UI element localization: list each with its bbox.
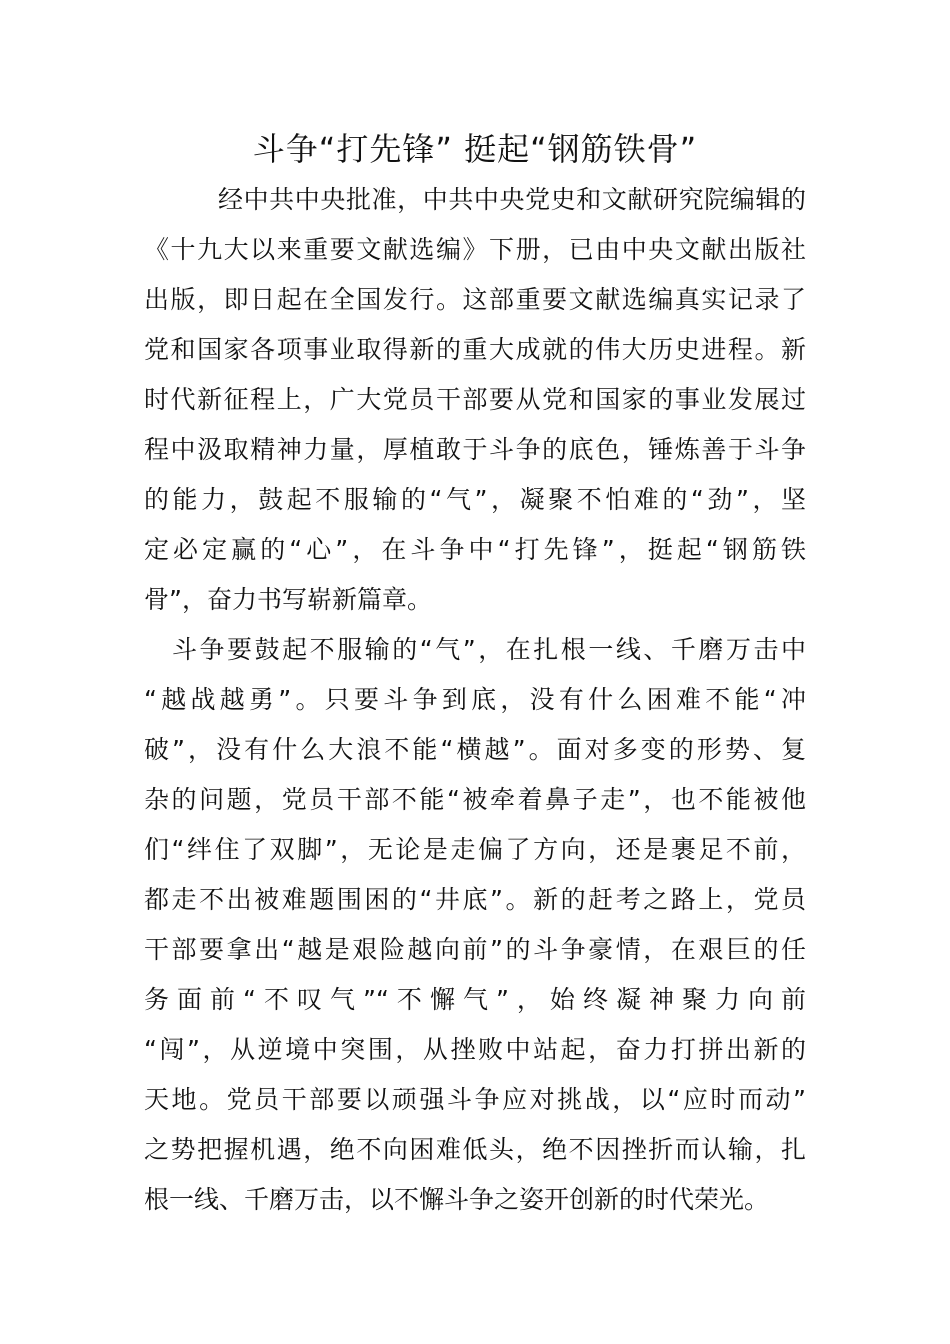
text-line: 时代新征程上，广大党员干部要从党和国家的事业发展过 (144, 385, 806, 414)
text-line: 斗争要鼓起不服输的“气”，在扎根一线、千磨万击中 (172, 635, 806, 664)
text-line: 《十九大以来重要文献选编》下册，已由中央文献出版社 (144, 235, 806, 264)
text-line: 出版，即日起在全国发行。这部重要文献选编真实记录了 (144, 285, 806, 314)
text-line: 之势把握机遇，绝不向困难低头，绝不因挫折而认输，扎 (144, 1135, 806, 1164)
text-line: “闯”，从逆境中突围，从挫败中站起，奋力打拼出新的 (144, 1035, 806, 1064)
text-line: 们“绊住了双脚”，无论是走偏了方向，还是裹足不前， (144, 835, 806, 864)
text-line: 定必定赢的“心”，在斗争中“打先锋”，挺起“钢筋铁 (144, 535, 806, 564)
text-line: “越战越勇”。只要斗争到底，没有什么困难不能“冲 (144, 685, 806, 714)
text-line: 骨”，奋力书写崭新篇章。 (144, 585, 432, 614)
article-title: 斗争“打先锋” 挺起“钢筋铁骨” (252, 130, 698, 168)
text-line: 根一线、千磨万击，以不懈斗争之姿开创新的时代荣光。 (144, 1185, 770, 1214)
text-line: 杂的问题，党员干部不能“被牵着鼻子走”，也不能被他 (144, 785, 806, 814)
text-line: 务面前“不叹气”“不懈气”，始终凝神聚力向前 (144, 985, 806, 1014)
text-line: 都走不出被难题围困的“井底”。新的赶考之路上，党员 (144, 885, 806, 914)
text-line: 党和国家各项事业取得新的重大成就的伟大历史进程。新 (144, 335, 806, 364)
text-line: 程中汲取精神力量，厚植敢于斗争的底色，锤炼善于斗争 (144, 435, 806, 464)
text-line: 的能力，鼓起不服输的“气”，凝聚不怕难的“劲”，坚 (144, 485, 806, 514)
text-line: 干部要拿出“越是艰险越向前”的斗争豪情，在艰巨的任 (144, 935, 806, 964)
text-line: 天地。党员干部要以顽强斗争应对挑战，以“应时而动” (144, 1085, 806, 1114)
text-line: 破”，没有什么大浪不能“横越”。面对多变的形势、复 (144, 735, 806, 764)
text-line: 经中共中央批准，中共中央党史和文献研究院编辑的 (218, 185, 806, 214)
